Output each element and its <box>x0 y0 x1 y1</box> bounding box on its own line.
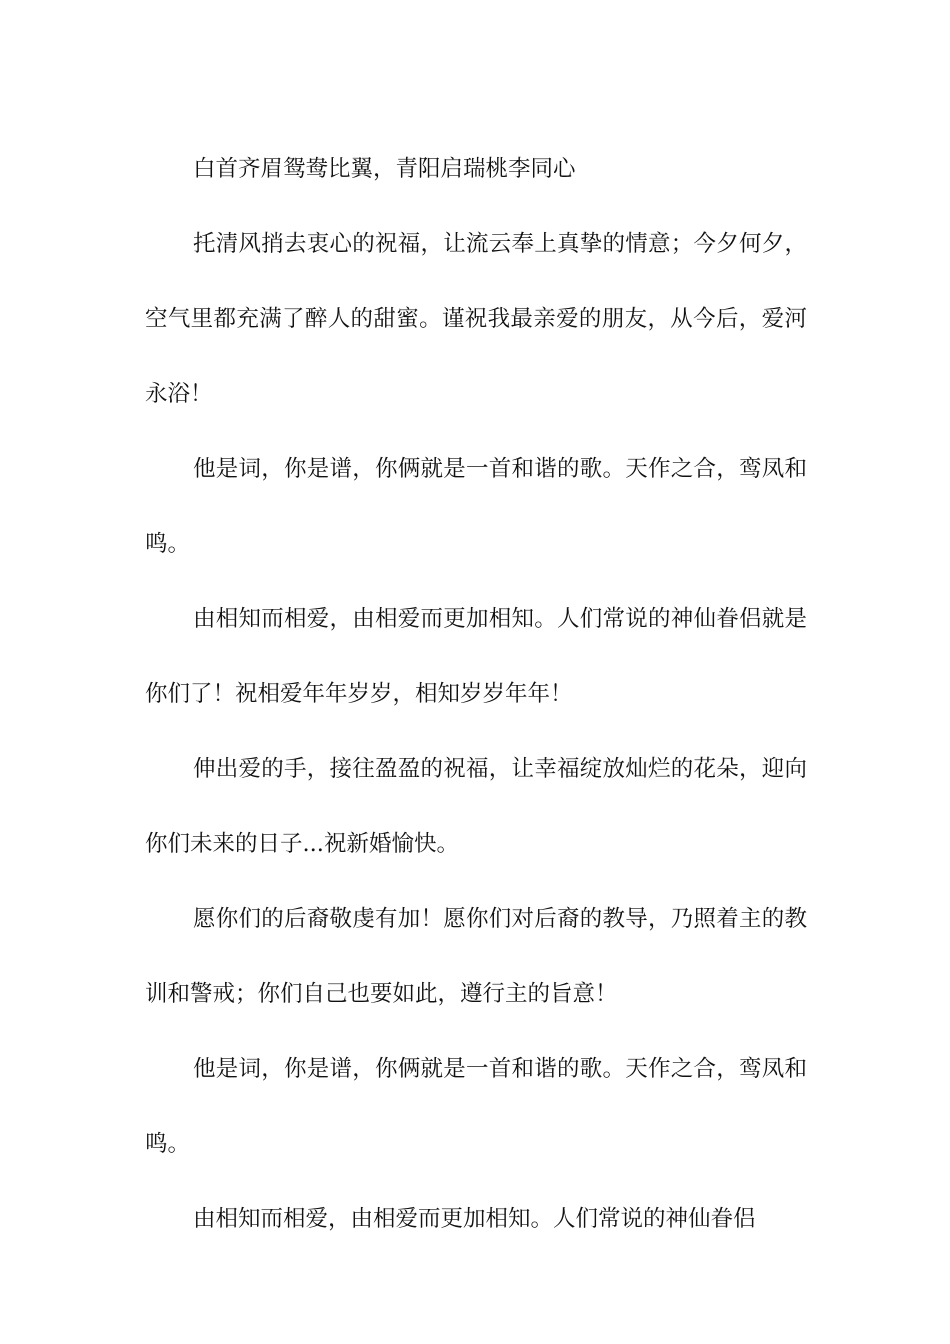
paragraph-blessing-7: 由相知而相爱，由相爱而更加相知。人们常说的神仙眷侣 <box>193 1206 756 1232</box>
paragraph-blessing-5: 愿你们的后裔敬虔有加！愿你们对后裔的教导，乃照着主的教训和警戒；你们自己也要如此，遵行主的旨意！ <box>145 906 807 1007</box>
document-body <box>145 132 807 1257</box>
paragraph-blessing-4: 伸出爱的手，接往盈盈的祝福，让幸福绽放灿烂的花朵，迎向你们未来的日子...祝新婚愉快。 <box>145 756 807 857</box>
paragraph-blessing-1: 托清风捎去衷心的祝福，让流云奉上真挚的情意；今夕何夕，空气里都充满了醉人的甜蜜。谨祝我最亲爱的朋友，从今后，爱河永浴！ <box>145 231 807 407</box>
paragraph-heading-blessing: 白首齐眉鸳鸯比翼，青阳启瑞桃李同心 <box>193 156 576 182</box>
paragraph-blessing-6: 他是词，你是谱，你俩就是一首和谐的歌。天作之合，鸾凤和鸣。 <box>145 1056 807 1157</box>
paragraph-blessing-3: 由相知而相爱，由相爱而更加相知。人们常说的神仙眷侣就是你们了！祝相爱年年岁岁，相知岁岁年年！ <box>145 606 807 707</box>
paragraph-blessing-2: 他是词，你是谱，你俩就是一首和谐的歌。天作之合，鸾凤和鸣。 <box>145 456 807 557</box>
